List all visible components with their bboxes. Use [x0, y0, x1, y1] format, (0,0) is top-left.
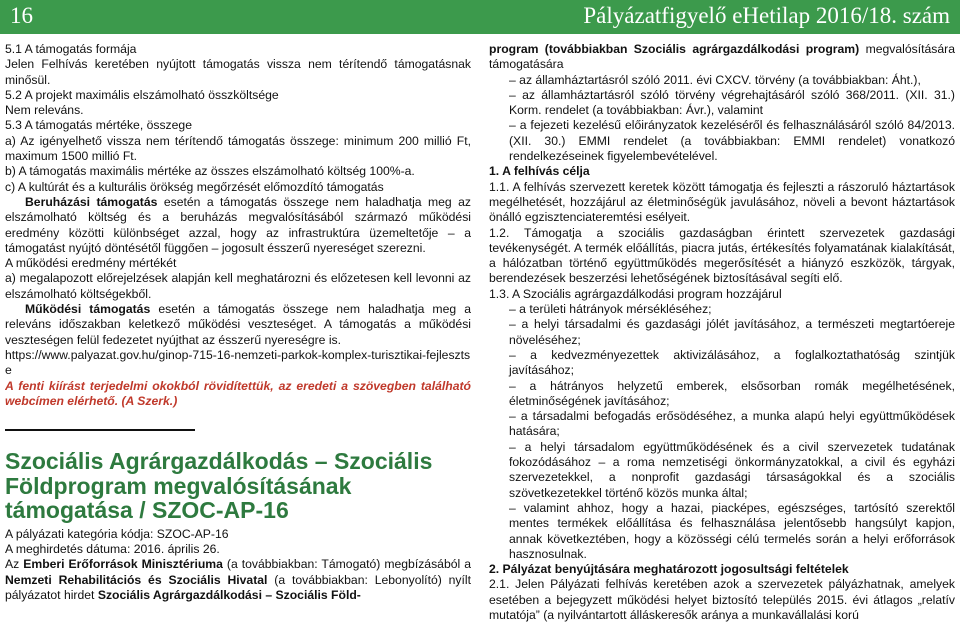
paragraph: A működési eredmény mértékét: [5, 256, 177, 271]
text-run: Az: [5, 557, 24, 572]
list-item: – az államháztartásról szóló törvény végrehajtásáról szóló 368/2011. (XII. 31.) Korm. rendelet (a továbbiakban: Ávr.), valamint: [509, 87, 955, 118]
text-run: (a továbbiakban: Támogató) megbízásából a: [222, 557, 471, 572]
list-item: – a társadalmi befogadás erősödéséhez, a munka alapú helyi együttműködések hatására;: [509, 409, 955, 439]
announcement-date: A meghirdetés dátuma: 2016. április 26.: [5, 541, 220, 556]
paragraph: 1.3. A Szociális agrárgazdálkodási program hozzájárul: [489, 286, 782, 301]
paragraph: a) Az igényelhető vissza nem térítendő támogatás összege: minimum 200 millió Ft, maximum 1500 millió Ft.: [5, 133, 471, 164]
list-item: – a fejezeti kezelésű előirányzatok kezeléséről és felhasználásáról szóló 84/2013. (XII. 30.) EMMI rendelet (a továbbiakban: EMMI rendelet) vonatkozó rendelkezéseinek figyelembevételével.: [509, 118, 955, 164]
paragraph: [5, 302, 471, 348]
bold-term: Szociális Agrárgazdálkodási – Szociális Föld-: [97, 587, 361, 602]
section-heading: 5.3 A támogatás mértéke, összege: [5, 118, 192, 133]
bold-term: Nemzeti Rehabilitációs és Szociális Hivatal: [5, 572, 268, 587]
section-heading: 2. Pályázat benyújtására meghatározott jogosultsági feltételek: [489, 562, 849, 577]
list-item: – a helyi társadalom együttműködésének és a civil szervezetek tudatának fokozódásához – a roma nemzetiségi önkormányzatokkal, a civil és egyházi szervezetekkel, a nonprofit gazdasági társaságokkal és a szociális szövetkezetekkel történő közös munka által;: [509, 439, 955, 500]
text-run: esetén a támogatás összege nem haladhatja meg a releváns időszakban keletkező működési veszteséget. A támogatás a működési veszteségen felül fedezetet nyújthat az ésszerű nyereségre is.: [5, 302, 471, 347]
list-item: – valamint ahhoz, hogy a hazai, piacképes, egészséges, tartósító szerektől mentes termékek előállítása és felhasználása jelentősebb hangsúlyt kapjon, annak következtében, hogy a közösségi célú termelés során a helyi erőforrások hasznosulnak.: [509, 500, 955, 561]
page-header: [0, 0, 960, 34]
category-code: A pályázati kategória kódja: SZOC-AP-16: [5, 526, 229, 541]
source-link[interactable]: https://www.palyazat.gov.hu/ginop-715-16-nemzeti-parkok-komplex-turisztikai-fejlesztse: [5, 347, 471, 378]
section-heading: 5.2 A projekt maximális elszámolható összköltsége: [5, 87, 279, 102]
paragraph: 2.1. Jelen Pályázati felhívás keretében azok a szervezetek pályázhatnak, amelyek esetében a bejegyzett működési helyet biztosító település 2015. évi átlagos „relatív mutatója” (a nyilvántartott álláskeresők aránya a munkavállalási korú: [489, 577, 955, 622]
publication-title: Pályázatfigyelő eHetilap 2016/18. szám: [583, 3, 950, 28]
paragraph: Jelen Felhívás keretében nyújtott támogatás vissza nem térítendő támogatásnak minősül.: [5, 57, 471, 87]
list-item: – a kedvezményezettek aktivizálásához, a foglalkoztathatóság szintjük javításához;: [509, 347, 955, 378]
list-item: – a hátrányos helyzetű emberek, elsősorban romák megélhetésének, életminőségének javításához;: [509, 378, 955, 408]
bold-term: Beruházási támogatás: [25, 194, 158, 209]
page-number: 16: [10, 3, 33, 28]
section-heading: 5.1 A támogatás formája: [5, 42, 137, 56]
list-item: – a helyi társadalmi és gazdasági jólét javításához, a természeti megtartóereje növeléséhez;: [509, 317, 955, 347]
section-divider: [5, 429, 195, 431]
article-title: Szociális Agrárgazdálkodás – Szociális Földprogram megvalósításának támogatása / SZOC-AP-16: [5, 448, 433, 524]
bold-term: program (továbbiakban Szociális agrárgazdálkodási program): [489, 42, 860, 56]
section-heading: 1. A felhívás célja: [489, 164, 590, 179]
paragraph: c) A kultúrát és a kulturális örökség megőrzését előmozdító támogatás: [5, 179, 384, 194]
bold-term: Emberi Erőforrások Minisztériuma: [23, 557, 223, 572]
paragraph: b) A támogatás maximális mértéke az összes elszámolható költség 100%-a.: [5, 164, 415, 179]
text-run: (a továbbiakban: Lebonyolító) nyílt pályázatot hirdet: [5, 572, 471, 602]
left-column: [5, 42, 471, 623]
list-item: – a területi hátrányok mérsékléséhez;: [509, 302, 712, 317]
text-run: megvalósítására támogatására: [489, 42, 955, 72]
paragraph: Nem releváns.: [5, 103, 84, 118]
text-run: esetén a támogatás összege nem haladhatja meg az elszámolható költség és a beruházás megvalósításából származó működési eredmény közötti különbséget azzal, hogy az infrastruktúra üzemeltetője – a támogatást nyújtó döntésétől függően – jogosult ésszerű nyereséget szerezni.: [5, 194, 471, 255]
paragraph: 1.2. Támogatja a szociális gazdaságban érintett szervezetek gazdasági tevékenységét. A termék előállítás, piacra jutás, értékesítés folyamatának kialakítását, a hálózatban történő együttműködés megerősítését a hiányzó eszközök, tárgyak, berendezések beszerzési lehetőségének biztosításával segíti elő.: [489, 225, 955, 286]
list-item: – az államháztartásról szóló 2011. évi CXCV. törvény (a továbbiakban: Áht.),: [509, 72, 921, 87]
paragraph: [5, 195, 471, 256]
bold-term: Működési támogatás: [25, 302, 151, 317]
paragraph: a) megalapozott előrejelzések alapján kell meghatározni és előzetesen kell levonni az elszámolható költségekből.: [5, 271, 471, 301]
editor-note: A fenti kiírást terjedelmi okokból rövidítettük, az eredeti a szövegben található webcímen elérhető. (A Szerk.): [5, 378, 471, 408]
paragraph: 1.1. A felhívás szervezett keretek között támogatja és fejleszti a rászoruló háztartások megélhetését, hozzájárul az életminőségük javulásához, növeli a bevont háztartások önálló egzisztenciateremtési esélyeit.: [489, 179, 955, 225]
right-column: [489, 42, 955, 623]
paragraph: [489, 42, 955, 73]
paragraph: [5, 557, 471, 603]
